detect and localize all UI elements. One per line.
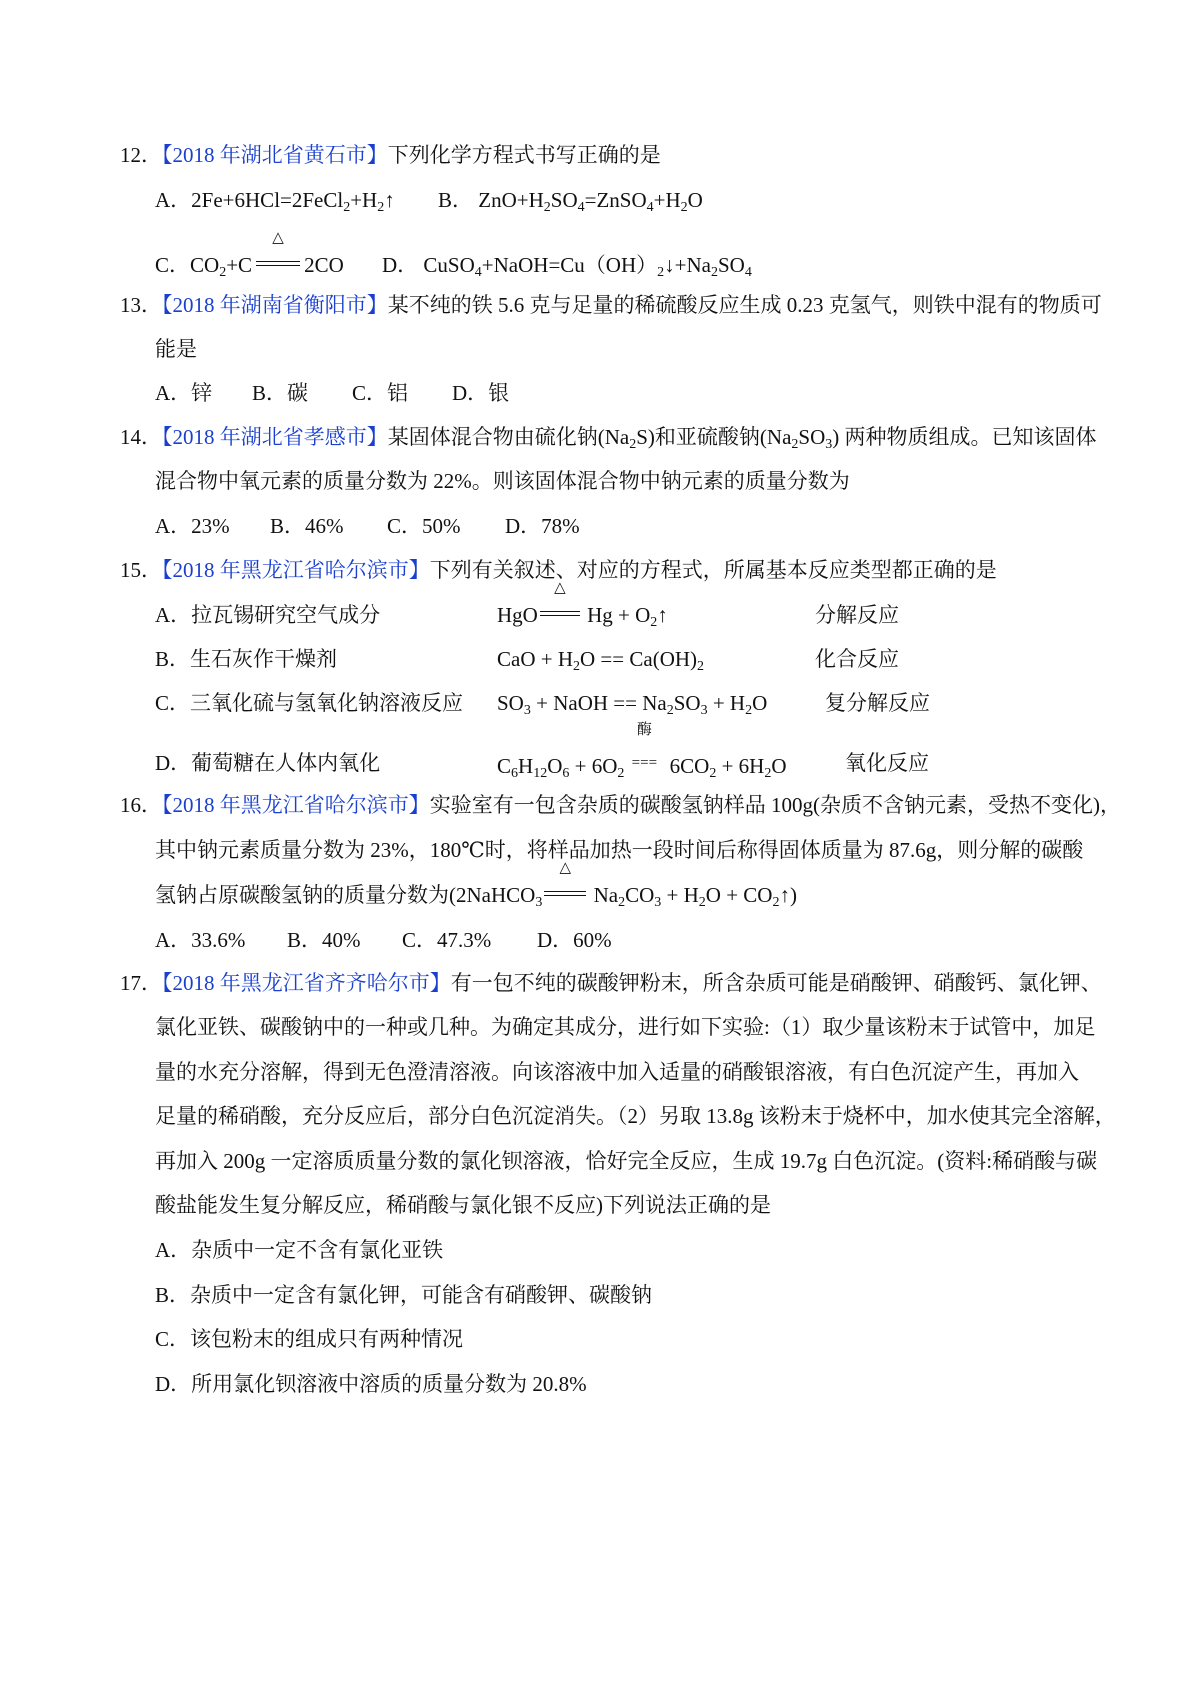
question-stem-continued: 氯化亚铁、碳酸钠中的一种或几种。为确定其成分，进行如下实验:（1）取少量该粉末于试管中，加足: [155, 1015, 1096, 1039]
question-source: 【2018 年湖北省孝感市】: [162, 425, 388, 449]
option-b-type: 化合反应: [815, 647, 899, 671]
option-b: B．40%: [287, 928, 361, 952]
option-b-description: B．生石灰作干燥剂: [155, 647, 338, 671]
option-b: B． $ZnO+H_2SO_4=ZnSO_4+H_2O$: [438, 188, 703, 215]
question-number: 13．: [120, 293, 162, 317]
question-17: [120, 968, 1102, 998]
option-c: C．47.3%: [402, 928, 492, 952]
option-d-description: D．葡萄糖在人体内氧化: [155, 751, 381, 775]
question-source: 【2018 年湖南省衡阳市】: [162, 293, 388, 317]
option-b: B．46%: [270, 514, 344, 538]
option-a-equation: HgO △ $Hg + O_2↑$: [497, 580, 668, 630]
option-a: A．杂质中一定不含有氯化亚铁: [155, 1238, 444, 1262]
option-d: D．银: [452, 381, 510, 405]
option-b-equation: CaO + $H_2O == Ca(OH)_2$: [497, 647, 705, 674]
question-stem-continued: 能是: [155, 337, 197, 361]
option-d: D． $CuSO_4+NaOH=Cu(OH)_2↓+Na_2SO_4$: [382, 253, 752, 280]
option-d-equation: $C_6H_{12}O_6 + 6O_2$ 酶 === $6CO_2 + 6H_2O$: [497, 722, 787, 781]
question-stem-continued: 氢钠占原碳酸氢钠的质量分数为(2NaHCO$_3$ △ $Na_2CO_3 + H_2O$ + $CO_2↑$): [155, 860, 797, 910]
option-a-type: 分解反应: [815, 603, 899, 627]
option-d: D．所用氯化钡溶液中溶质的质量分数为 20.8%: [155, 1372, 587, 1396]
option-d: D．78%: [505, 514, 580, 538]
question-number: 17．: [120, 971, 162, 995]
question-14: 14．【2018 年湖北省孝感市】某固体混合物由硫化钠$(Na_2S)$和亚硫酸钠$(Na_2SO_3)$ 两种物质组成。已知该固体: [120, 425, 1097, 452]
question-number: 15．: [120, 558, 162, 582]
question-stem: 实验室有一包含杂质的碳酸氢钠样品 100g(杂质不含钠元素，受热不变化)，: [429, 793, 1121, 817]
option-c-type: 复分解反应: [825, 691, 930, 715]
option-b: B．杂质中一定含有氯化钾，可能含有硝酸钾、碳酸钠: [155, 1283, 653, 1307]
question-stem: 某不纯的铁 5.6 克与足量的稀硫酸反应生成 0.23 克氢气，则铁中混有的物质可: [387, 293, 1102, 317]
question-stem-continued: 混合物中氧元素的质量分数为 22%。则该固体混合物中钠元素的质量分数为: [155, 469, 850, 493]
option-d: D．60%: [537, 928, 612, 952]
option-a: A．$2Fe+6HCl=2FeCl_2+H_2↑$: [155, 188, 395, 215]
question-stem-continued: 足量的稀硝酸，充分反应后，部分白色沉淀消失。（2）另取 13.8g 该粉末于烧杯中，加水使其完全溶解，: [155, 1104, 1116, 1128]
option-a: A．锌: [155, 381, 213, 405]
question-stem: 下列有关叙述、对应的方程式，所属基本反应类型都正确的是: [429, 558, 997, 582]
question-12: [120, 140, 661, 170]
question-16: [120, 790, 1121, 820]
option-a: A．33.6%: [155, 928, 246, 952]
option-c: C．50%: [387, 514, 461, 538]
option-b: B．碳: [252, 381, 309, 405]
option-a-description: A．拉瓦锡研究空气成分: [155, 603, 381, 627]
question-stem: 下列化学方程式书写正确的是: [387, 143, 661, 167]
question-number: 16．: [120, 793, 162, 817]
option-c-description: C．三氧化硫与氢氧化钠溶液反应: [155, 691, 464, 715]
question-source: 【2018 年湖北省黄石市】: [162, 143, 388, 167]
option-c: C．$CO_2+C$ △ 2CO: [155, 230, 344, 280]
question-stem-continued: 酸盐能发生复分解反应，稀硝酸与氯化银不反应)下列说法正确的是: [155, 1193, 771, 1217]
option-c: C．该包粉末的组成只有两种情况: [155, 1327, 464, 1351]
question-number: 12．: [120, 143, 162, 167]
heat-condition: △: [252, 250, 304, 280]
question-source: 【2018 年黑龙江省齐齐哈尔市】: [162, 971, 451, 995]
option-c: C．铝: [352, 381, 409, 405]
question-stem-continued: 再加入 200g 一定溶质质量分数的氯化钡溶液，恰好完全反应，生成 19.7g 白色沉淀。(资料:稀硝酸与碳: [155, 1149, 1098, 1173]
question-stem-continued: 其中钠元素质量分数为 23%，180℃时，将样品加热一段时间后称得固体质量为 87.6g，则分解的碳酸: [155, 838, 1084, 862]
option-c-equation: $SO_3$ + NaOH == $Na_2SO_3 + H_2O$: [497, 691, 768, 718]
question-stem: 有一包不纯的碳酸钾粉末，所含杂质可能是硝酸钾、硝酸钙、氯化钾、: [450, 971, 1102, 995]
option-d-type: 氧化反应: [845, 751, 929, 775]
question-number: 14．: [120, 425, 162, 449]
question-source: 【2018 年黑龙江省哈尔滨市】: [162, 558, 430, 582]
option-a: A．23%: [155, 514, 230, 538]
question-13: [120, 290, 1102, 320]
question-stem-continued: 量的水充分溶解，得到无色澄清溶液。向该溶液中加入适量的硝酸银溶液，有白色沉淀产生，再加入: [155, 1060, 1079, 1084]
question-source: 【2018 年黑龙江省哈尔滨市】: [162, 793, 430, 817]
